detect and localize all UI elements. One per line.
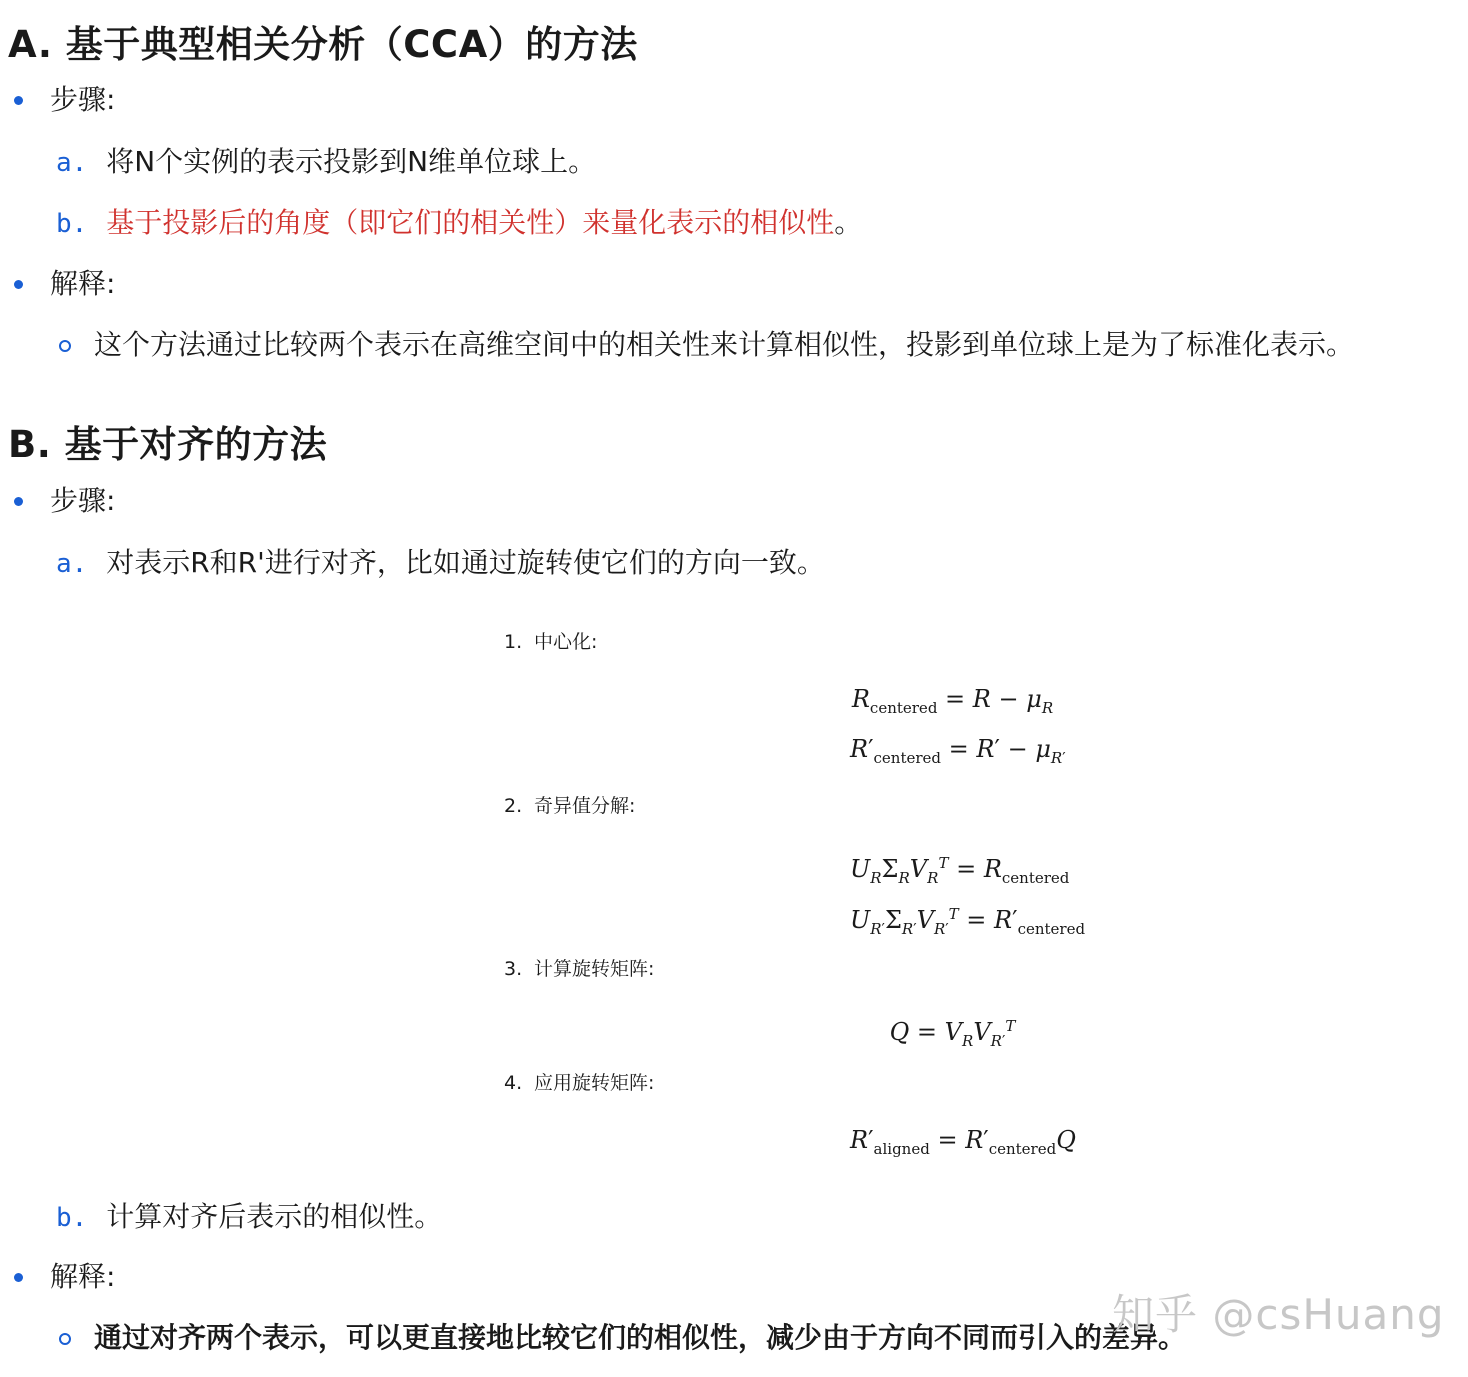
section-b-title (8, 414, 327, 468)
step-text: 对表示R和R'进行对齐，比如通过旋转使它们的方向一致。 (106, 546, 825, 579)
list-marker: b. (56, 209, 88, 239)
section-a-step-a (56, 142, 596, 183)
substep-number: 2. (504, 795, 523, 817)
section-b-step-b (56, 1197, 442, 1238)
formula-svd-r-prime: $U_{R'}\Sigma_{R'}V_{R'}^T = R'_{centered}$ (850, 905, 1086, 938)
substep-rotation-matrix (504, 955, 654, 983)
bullet-dot (14, 280, 23, 289)
section-a-explain-label: 解释: (50, 267, 116, 300)
step-text-end: 。 (834, 206, 863, 239)
formula-svd-r: $U_R\Sigma_RV_R^T = R_{centered}$ (850, 854, 1070, 887)
substep-label: 应用旋转矩阵: (534, 1072, 655, 1094)
substep-label: 奇异值分解: (534, 795, 636, 817)
formula-q: $Q = V_RV_{R'}^T$ (889, 1017, 1016, 1050)
watermark: 知乎 @csHuang (1112, 1290, 1445, 1339)
section-a-title (8, 14, 638, 68)
hollow-bullet (59, 340, 71, 352)
step-text: 计算对齐后表示的相似性。 (106, 1200, 443, 1233)
section-b-explain-text: 通过对齐两个表示，可以更直接地比较它们的相似性，减少由于方向不同而引入的差异。 (94, 1321, 1187, 1354)
substep-centering (504, 628, 597, 656)
section-a-step-b (56, 203, 862, 244)
substep-apply-rotation (504, 1069, 654, 1097)
list-marker: b. (56, 1203, 88, 1233)
list-marker: a. (56, 549, 88, 579)
section-a-steps-label: 步骤: (50, 83, 116, 116)
step-text-highlighted: 基于投影后的角度（即它们的相关性）来量化表示的相似性 (106, 206, 835, 239)
formula-r-prime-centered: $R'_{centered} = R' - \mu_{R'}$ (850, 735, 1066, 767)
section-a-explain-text: 这个方法通过比较两个表示在高维空间中的相关性来计算相似性，投影到单位球上是为了标准化表示。 (94, 328, 1355, 361)
formula-r-centered: $R_{centered} = R - \mu_R$ (851, 685, 1054, 717)
section-b-steps-label: 步骤: (50, 484, 116, 517)
bullet-dot (14, 497, 23, 506)
hollow-bullet (59, 1333, 71, 1345)
substep-number: 3. (504, 958, 523, 980)
section-b-step-a (56, 543, 825, 584)
substep-number: 1. (504, 631, 523, 653)
bullet-dot (14, 96, 23, 105)
section-a-title-text: A. 基于典型相关分析（CCA）的方法 (8, 23, 638, 66)
bullet-dot (14, 1273, 23, 1282)
list-marker: a. (56, 148, 88, 178)
substep-svd (504, 792, 635, 820)
section-b-title-text: B. 基于对齐的方法 (8, 423, 328, 466)
substep-label: 中心化: (534, 631, 598, 653)
step-text: 将N个实例的表示投影到N维单位球上。 (106, 145, 597, 178)
formula-r-aligned: $R'_{aligned} = R'_{centered}Q$ (850, 1126, 1076, 1158)
section-b-explain-label: 解释: (50, 1260, 116, 1293)
substep-number: 4. (504, 1072, 523, 1094)
substep-label: 计算旋转矩阵: (534, 958, 655, 980)
